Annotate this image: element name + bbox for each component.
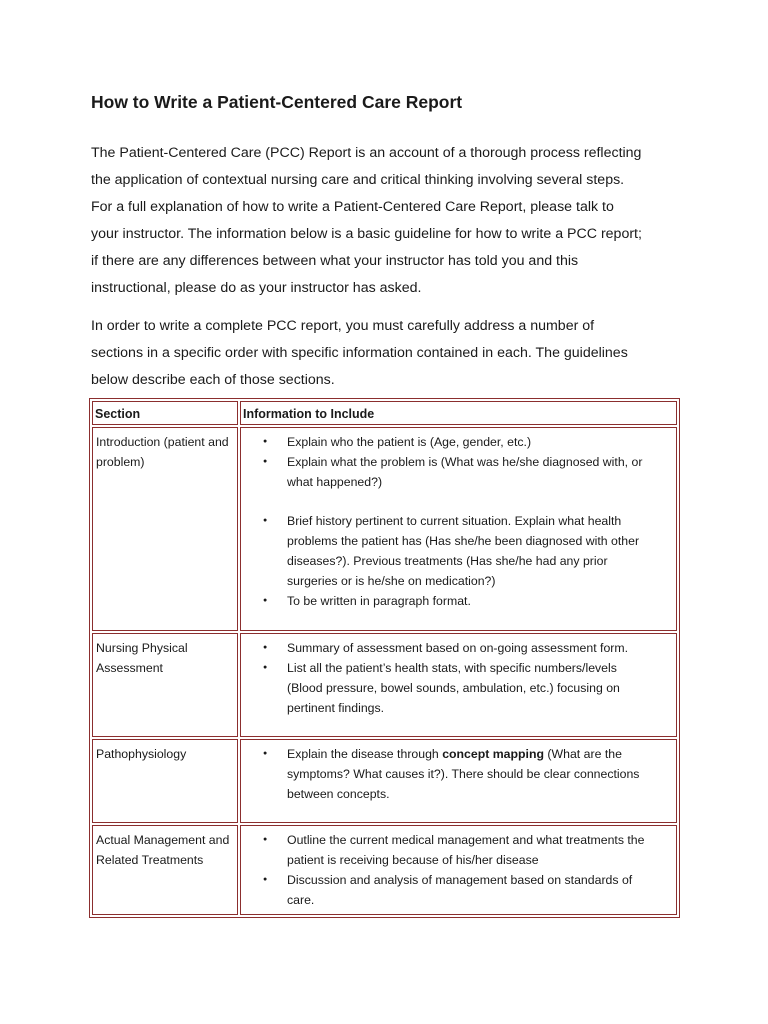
- information-cell: [240, 633, 677, 737]
- bullet-text: surgeries or is he/she on medication?): [287, 574, 496, 588]
- bullet-list: [241, 744, 673, 804]
- bullet-text: patient is receiving because of his/her disease: [287, 853, 539, 867]
- bullet-list: [241, 432, 673, 611]
- intro-paragraph: [91, 140, 691, 302]
- bullet-text: ● Explain who the patient is (Age, gender, etc.): [287, 435, 532, 449]
- bullet-text: (Blood pressure, bowel sounds, ambulation, etc.) focusing on: [287, 681, 620, 695]
- table-header-row: [92, 401, 677, 425]
- sections-table: [89, 398, 680, 918]
- section-text: Related Treatments: [96, 853, 204, 867]
- bullet-text-start: Explain the disease through: [287, 747, 443, 761]
- bullet-text: diseases?). Previous treatments (Has she/he had any prior: [287, 554, 608, 568]
- column-header-section: Section: [92, 401, 238, 425]
- section-text: Introduction (patient and: [96, 435, 229, 449]
- bullet-item: [241, 452, 673, 492]
- section-cell: [92, 633, 238, 737]
- section-cell: [92, 739, 238, 823]
- bullet-text: what happened?): [287, 475, 383, 489]
- sections-paragraph: [91, 313, 691, 394]
- bullet-item: [241, 744, 673, 804]
- table-row: [92, 427, 677, 631]
- paragraph-line: if there are any differences between what your instructor has told you and this: [91, 253, 579, 269]
- paragraph-line: below describe each of those sections.: [91, 372, 335, 388]
- column-header-information: Information to Include: [240, 401, 677, 425]
- concept-mapping-emphasis: concept mapping: [442, 747, 544, 761]
- information-cell: [240, 739, 677, 823]
- bullet-list: [241, 638, 673, 718]
- page-title: How to Write a Patient-Centered Care Report: [91, 92, 463, 112]
- bullet-item: [241, 432, 673, 452]
- paragraph-line: The Patient-Centered Care (PCC) Report is an account of a thorough process reflecting: [91, 145, 642, 161]
- section-text: Pathophysiology: [96, 747, 187, 761]
- paragraph-line: your instructor. The information below is a basic guideline for how to write a PCC report;: [91, 226, 642, 242]
- bullet-text: ● Discussion and analysis of management based on standards of: [287, 873, 633, 887]
- bullet-item: [241, 830, 673, 870]
- section-text: Assessment: [96, 661, 163, 675]
- table-row: [92, 825, 677, 915]
- bullet-text: ● Outline the current medical management and what treatments the: [287, 833, 645, 847]
- bullet-text: between concepts.: [287, 787, 390, 801]
- paragraph-line: the application of contextual nursing care and critical thinking involving several steps.: [91, 172, 625, 188]
- paragraph-line: instructional, please do as your instructor has asked.: [91, 280, 422, 296]
- section-text: problem): [96, 455, 145, 469]
- table-row: [92, 739, 677, 823]
- paragraph-line: sections in a specific order with specific information contained in each. The guidelines: [91, 345, 628, 361]
- bullet-list: [241, 830, 673, 910]
- bullet-item: [241, 638, 673, 658]
- bullet-item: [241, 591, 673, 611]
- paragraph-line: In order to write a complete PCC report, you must carefully address a number of: [91, 318, 595, 334]
- bullet-text: care.: [287, 893, 315, 907]
- section-text: Actual Management and: [96, 833, 230, 847]
- information-cell: [240, 427, 677, 631]
- bullet-text: pertinent findings.: [287, 701, 385, 715]
- bullet-text: problems the patient has (Has she/he been diagnosed with other: [287, 534, 640, 548]
- bullet-text: ● Explain what the problem is (What was he/she diagnosed with, or: [287, 455, 643, 469]
- bullet-text: symptoms? What causes it?). There should be clear connections: [287, 767, 640, 781]
- bullet-item: [241, 870, 673, 910]
- bullet-text: [287, 744, 673, 764]
- paragraph-line: For a full explanation of how to write a Patient-Centered Care Report, please talk to: [91, 199, 614, 215]
- bullet-text: ● Brief history pertinent to current situation. Explain what health: [287, 514, 622, 528]
- section-cell: [92, 427, 238, 631]
- bullet-text-end: (What are the: [544, 747, 622, 761]
- section-cell: [92, 825, 238, 915]
- bullet-text: ● Summary of assessment based on on-going assessment form.: [287, 641, 629, 655]
- section-text: Nursing Physical: [96, 641, 188, 655]
- bullet-text: ● To be written in paragraph format.: [287, 594, 471, 608]
- bullet-item: [241, 511, 673, 591]
- information-cell: [240, 825, 677, 915]
- table-row: [92, 633, 677, 737]
- bullet-item: [241, 658, 673, 718]
- bullet-text: ● List all the patient’s health stats, with specific numbers/levels: [287, 661, 617, 675]
